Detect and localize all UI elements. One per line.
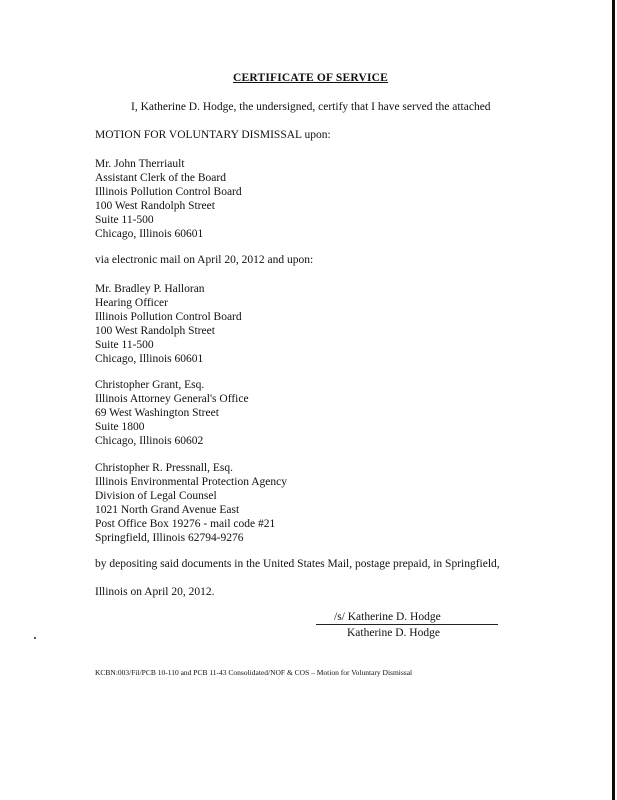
recipient-line: Hearing Officer: [95, 297, 168, 309]
recipient-line: Illinois Pollution Control Board: [95, 311, 242, 323]
signature-line: [316, 624, 498, 625]
via-email-line: via electronic mail on April 20, 2012 and upon:: [95, 254, 314, 266]
document-footer: KCBN:003/Fil/PCB 10-110 and PCB 11-43 Consolidated/NOF & COS – Motion for Voluntary Dismissal: [95, 668, 413, 677]
recipient-line: Springfield, Illinois 62794-9276: [95, 532, 244, 544]
recipient-line: Chicago, Illinois 60602: [95, 435, 204, 447]
recipient-block-4: [95, 461, 287, 545]
motion-line: MOTION FOR VOLUNTARY DISMISSAL upon:: [95, 129, 331, 141]
recipient-line: Chicago, Illinois 60601: [95, 353, 204, 365]
printed-name: Katherine D. Hodge: [347, 627, 440, 639]
recipient-line: Division of Legal Counsel: [95, 490, 217, 502]
electronic-signature: /s/ Katherine D. Hodge: [334, 611, 441, 623]
mail-service-line: by depositing said documents in the United States Mail, postage prepaid, in Springfield,: [95, 558, 500, 570]
recipient-line: Chicago, Illinois 60601: [95, 228, 204, 240]
date-line: Illinois on April 20, 2012.: [95, 586, 215, 598]
recipient-line: Mr. Bradley P. Halloran: [95, 283, 205, 295]
page-edge-shadow: [612, 0, 615, 800]
recipient-line: Illinois Pollution Control Board: [95, 186, 242, 198]
recipient-line: Christopher Grant, Esq.: [95, 379, 205, 391]
recipient-line: Suite 1800: [95, 421, 145, 433]
recipient-line: 100 West Randolph Street: [95, 325, 215, 337]
recipient-line: Suite 11-500: [95, 214, 154, 226]
recipient-line: 100 West Randolph Street: [95, 200, 215, 212]
scan-speck: [34, 637, 36, 639]
recipient-block-3: [95, 378, 249, 448]
intro-text: I, Katherine D. Hodge, the undersigned, certify that I have served the attached: [131, 101, 491, 113]
recipient-line: Mr. John Therriault: [95, 158, 185, 170]
recipient-line: 1021 North Grand Avenue East: [95, 504, 240, 516]
page-title: CERTIFICATE OF SERVICE: [233, 72, 389, 84]
recipient-line: Suite 11-500: [95, 339, 154, 351]
recipient-line: Christopher R. Pressnall, Esq.: [95, 462, 233, 474]
recipient-block-2: [95, 282, 242, 366]
recipient-line: Assistant Clerk of the Board: [95, 172, 226, 184]
recipient-line: 69 West Washington Street: [95, 407, 219, 419]
recipient-block-1: [95, 157, 242, 241]
recipient-line: Illinois Attorney General's Office: [95, 393, 249, 405]
recipient-line: Illinois Environmental Protection Agency: [95, 476, 287, 488]
recipient-line: Post Office Box 19276 - mail code #21: [95, 518, 276, 530]
